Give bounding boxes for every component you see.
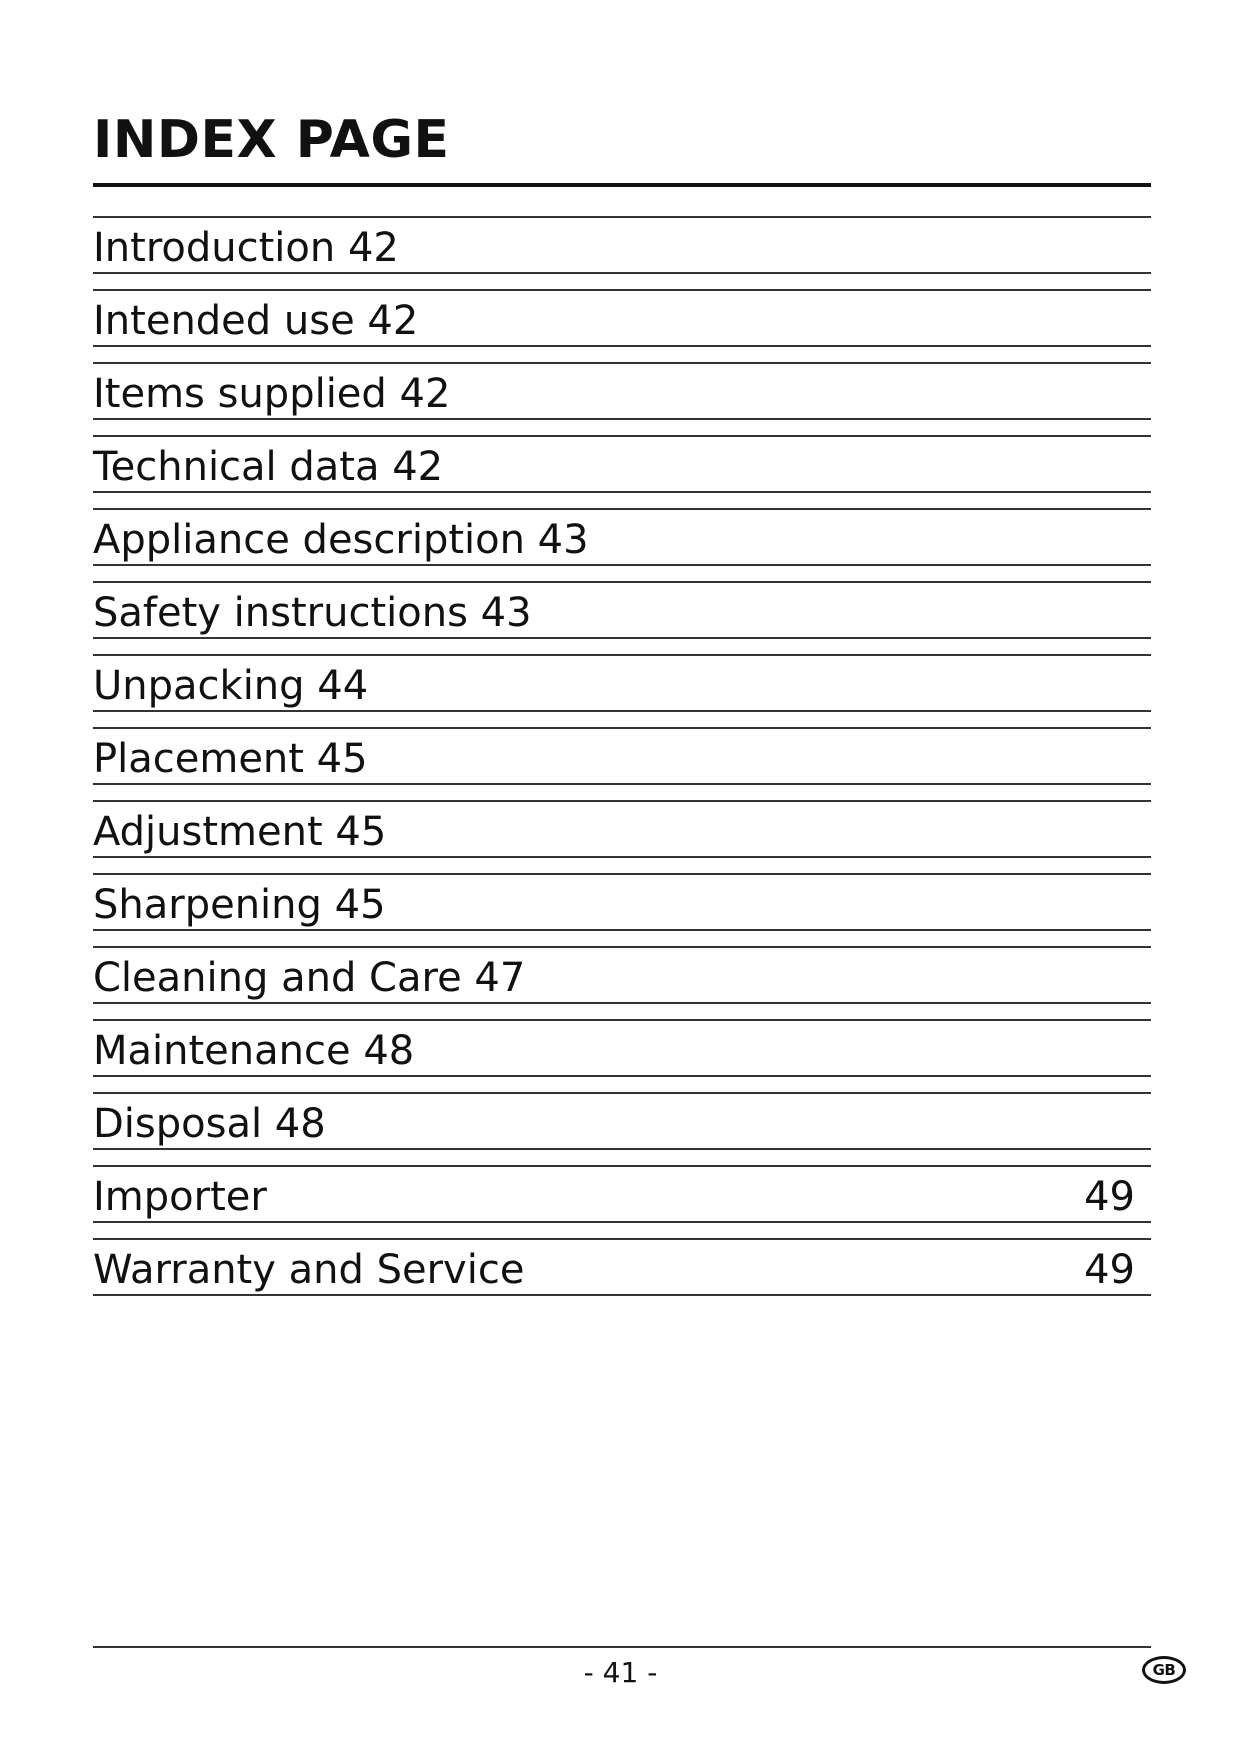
toc-entry[interactable] [93, 508, 1151, 581]
toc-entry-title: Appliance description 43 [93, 517, 589, 563]
toc-entry-title: Unpacking 44 [93, 663, 369, 709]
toc-entry[interactable] [93, 216, 1151, 289]
toc-entry[interactable] [93, 727, 1151, 800]
toc-entry[interactable] [93, 873, 1151, 946]
page-title: INDEX PAGE [93, 110, 450, 170]
toc-entry[interactable] [93, 581, 1151, 654]
table-of-contents [93, 216, 1151, 1311]
toc-entry-title: Warranty and Service [93, 1247, 525, 1293]
toc-entry[interactable] [93, 1019, 1151, 1092]
toc-entry-title: Technical data 42 [93, 444, 444, 490]
language-badge: GB [1142, 1656, 1186, 1684]
toc-entry-title: Placement 45 [93, 736, 368, 782]
toc-entry-title: Maintenance 48 [93, 1028, 415, 1074]
toc-entry[interactable] [93, 654, 1151, 727]
toc-entry-page: 49 [1084, 1247, 1135, 1293]
toc-entry[interactable] [93, 362, 1151, 435]
title-rule [93, 183, 1151, 187]
toc-entry[interactable] [93, 435, 1151, 508]
toc-entry-title: Cleaning and Care 47 [93, 955, 526, 1001]
page-number: - 41 - [583, 1656, 658, 1689]
toc-entry-page: 49 [1084, 1174, 1135, 1220]
toc-entry-title: Safety instructions 43 [93, 590, 532, 636]
toc-entry-title: Intended use 42 [93, 298, 419, 344]
toc-entry[interactable] [93, 1238, 1151, 1311]
toc-entry-title: Items supplied 42 [93, 371, 451, 417]
toc-entry-title: Sharpening 45 [93, 882, 386, 928]
toc-entry-title: Adjustment 45 [93, 809, 387, 855]
toc-entry[interactable] [93, 1165, 1151, 1238]
toc-entry-title: Introduction 42 [93, 225, 399, 271]
toc-entry[interactable] [93, 1092, 1151, 1165]
footer-rule [93, 1646, 1151, 1648]
toc-entry[interactable] [93, 946, 1151, 1019]
toc-entry-title: Disposal 48 [93, 1101, 326, 1147]
toc-entry[interactable] [93, 289, 1151, 362]
toc-entry[interactable] [93, 800, 1151, 873]
toc-entry-title: Importer [93, 1174, 267, 1220]
